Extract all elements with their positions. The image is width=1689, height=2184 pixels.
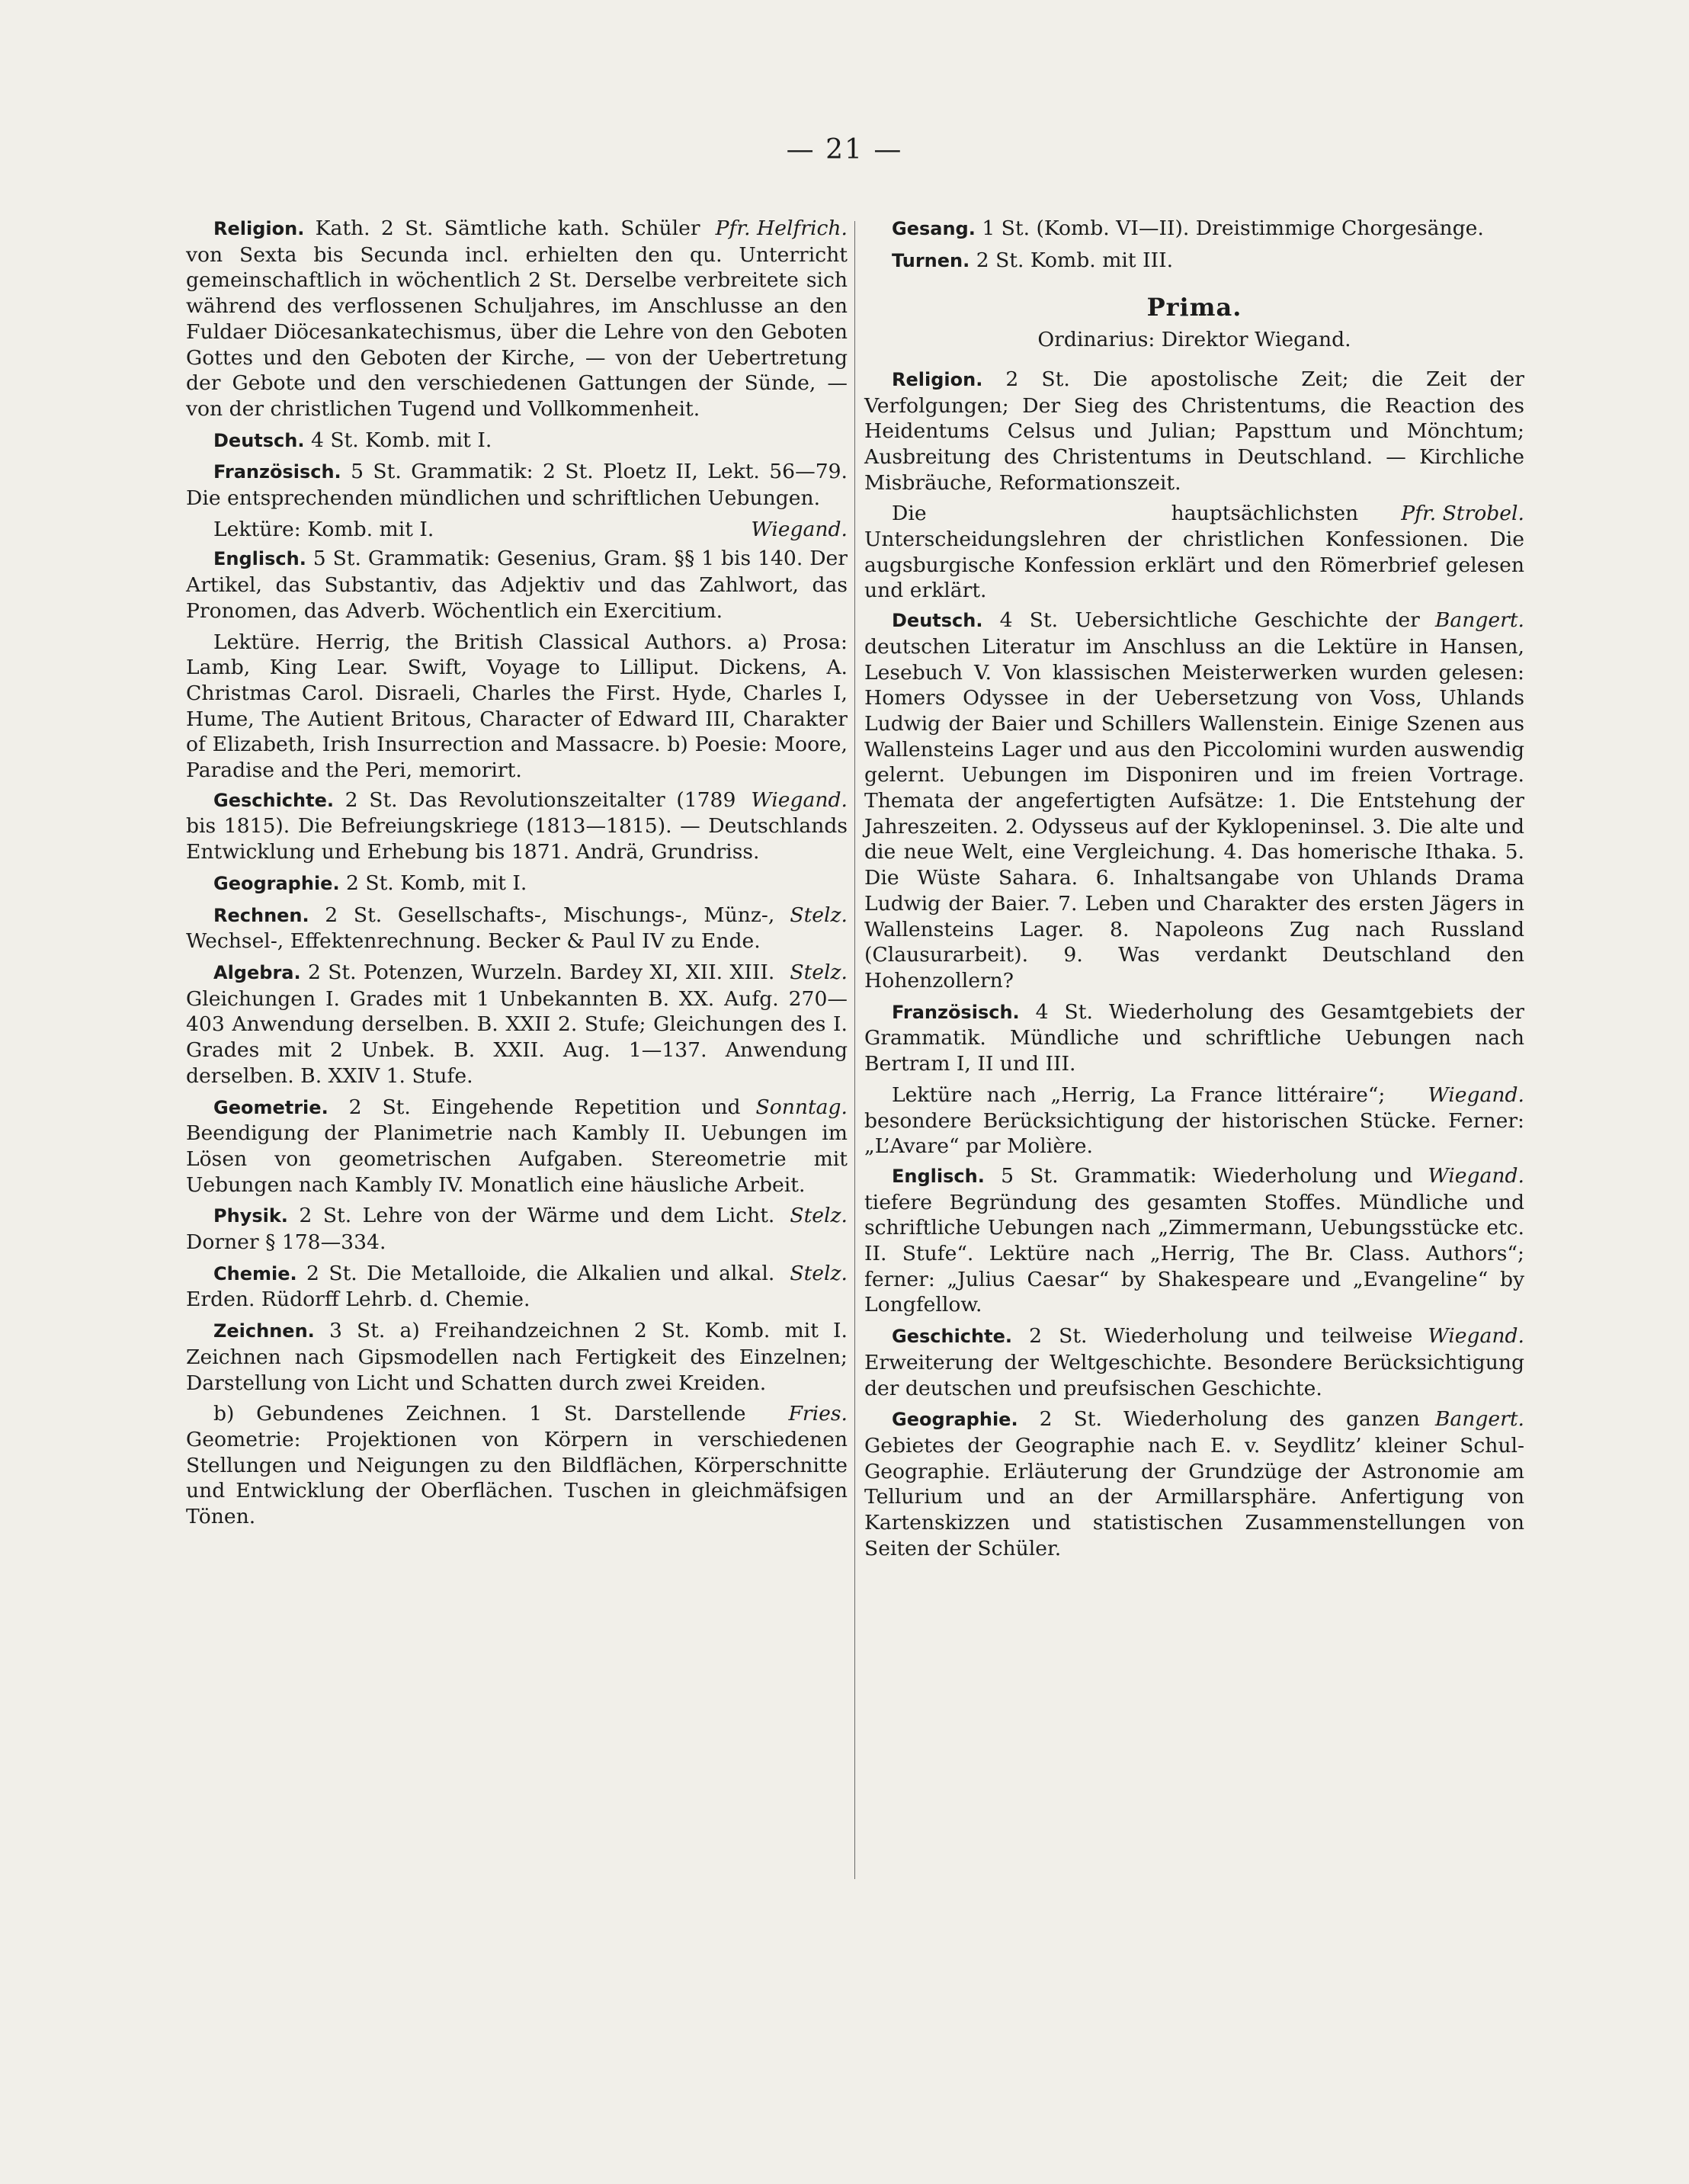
subject-geschichte — [864, 1323, 1524, 1401]
right-column-top — [864, 216, 1524, 274]
subject-französisch — [864, 999, 1524, 1077]
subject-text: Lektüre. Herrig, the British Classical Authors. a) Prosa: Lamb, King Lear. Swift, Voyage to Lilliput. Dickens, A. Christmas Carol. Disraeli, Charles the First. Hyde, Charles I, Hume, The Autient Britous, Character of Edward III, Charakter of Elizabeth, Irish Insurrection and Massacre. b) Poesie: Moore, Paradise and the Peri, memorirt. — [186, 630, 848, 783]
subject-text: Kath. 2 St. Sämtliche kath. Schüler von Sexta bis Secunda incl. erhielten den qu. Unterricht gemeinschaftlich in wöchentlich 2 St. Derselbe verbreitete sich während des verflossenen Schuljahres, im Anschlusse an den Fuldaer Diöcesankatechismus, über die Lehre von den Geboten Gottes und den Geboten der Kirche, — von der Uebertretung der Gebote und den verschiedenen Gattungen der Sünde, — von der christlichen Tugend und Vollkommenheit. — [186, 216, 848, 421]
subject-continuation — [186, 1401, 848, 1530]
subject-text: Lektüre nach „Herrig, La France littéraire“; besondere Berücksichtigung der historischen Stücke. Ferner: „L’Avare“ par Molière. — [864, 1082, 1524, 1159]
subject-englisch — [186, 546, 848, 624]
subject-heading: Religion. — [892, 368, 983, 390]
left-column — [186, 216, 848, 1534]
subject-heading: Französisch. — [892, 1001, 1020, 1023]
teacher-signature: Wiegand. — [751, 787, 848, 812]
subject-algebra — [186, 960, 848, 1089]
subject-französisch — [186, 459, 848, 511]
teacher-signature: Stelz. — [790, 960, 848, 984]
teacher-signature: Wiegand. — [751, 517, 848, 541]
subject-text: 2 St. Komb, mit I. — [346, 871, 527, 895]
right-column — [864, 216, 1524, 1567]
subject-continuation — [186, 517, 848, 543]
right-column-main — [864, 367, 1524, 1562]
subject-heading: Algebra. — [213, 961, 301, 983]
teacher-signature: Sonntag. — [755, 1095, 848, 1119]
subject-text: 2 St. Wiederholung des ganzen Gebietes der Geographie nach E. v. Seydlitz’ kleiner Schul-Geographie. Erläuterung der Grundzüge der Astronomie am Tellurium und an der Armillarsphäre. Anfertigung von Kartenskizzen und statistischen Zusammenstellungen von Seiten der Schüler. — [864, 1407, 1524, 1560]
subject-religion — [186, 216, 848, 422]
subject-continuation — [864, 501, 1524, 604]
teacher-signature: Stelz. — [790, 903, 848, 927]
subject-text: 2 St. Wiederholung und teilweise Erweiterung der Weltgeschichte. Besondere Berücksichtigung der deutschen und preufsischen Geschichte. — [864, 1324, 1524, 1400]
subject-text: 2 St. Lehre von der Wärme und dem Licht. Dorner § 178—334. — [186, 1204, 775, 1255]
subject-heading: Deutsch. — [213, 429, 305, 451]
teacher-signature: Stelz. — [790, 1261, 848, 1285]
subject-heading: Turnen. — [892, 249, 970, 271]
subject-heading: Geometrie. — [213, 1096, 329, 1118]
teacher-signature: Wiegand. — [1428, 1324, 1524, 1349]
subject-text: 2 St. Die Metalloide, die Alkalien und alkal. Erden. Rüdorff Lehrb. d. Chemie. — [186, 1261, 775, 1312]
teacher-signature: Bangert. — [1434, 608, 1524, 633]
subject-heading: Französisch. — [213, 461, 341, 483]
page-number: — 21 — — [786, 134, 903, 165]
subject-text: 4 St. Uebersichtliche Geschichte der deutschen Literatur im Anschluss an die Lektüre in Hansen, Lesebuch V. Von klassischen Meisterwerken wurden gelesen: Homers Odyssee in der Uebersetzung von Voss, Uhlands Ludwig der Baier und Schillers Wallenstein. Einige Szenen aus Wallensteins Lager und aus den Piccolomini wurden auswendig gelernt. Uebungen im Disponiren und im freien Vortrage. Themata der angefertigten Aufsätze: 1. Die Entstehung der Jahreszeiten. 2. Odysseus auf der Kyklopeninsel. 3. Die alte und die neue Welt, eine Vergleichung. 4. Das homerische Ithaka. 5. Die Wüste Sahara. 6. Inhaltsangabe von Uhlands Drama Ludwig der Baier. 7. Leben und Charakter des ersten Jägers in Wallensteins Lager. 8. Napoleons Zug nach Russland (Clausurarbeit). 9. Was verdankt Deutschland den Hohenzollern? — [864, 608, 1524, 993]
teacher-signature: Fries. — [788, 1402, 848, 1426]
subject-deutsch — [186, 428, 848, 454]
section-title-prima: Prima. — [1146, 293, 1242, 322]
subject-turnen — [864, 248, 1524, 274]
ordinarius-line: Ordinarius: Direktor Wiegand. — [1037, 328, 1351, 352]
teacher-signature: Stelz. — [790, 1204, 848, 1228]
subject-heading: Englisch. — [213, 548, 306, 570]
subject-heading: Geographie. — [213, 872, 340, 894]
subject-text: b) Gebundenes Zeichnen. 1 St. Darstellende Geometrie: Projektionen von Körpern in verschiedenen Stellungen und Neigungen zu den Bildflächen, Körperschnitte und Entwicklung der Oberflächen. Tuschen in gleichmäfsigen Tönen. — [186, 1402, 848, 1529]
subject-text: 2 St. Eingehende Repetition und Beendigung der Planimetrie nach Kambly II. Uebungen im Lösen von geometrischen Aufgaben. Stereometrie mit Uebungen nach Kambly IV. Monatlich eine häusliche Arbeit. — [186, 1095, 848, 1197]
subject-text: 1 St. (Komb. VI—II). Dreistimmige Chorgesänge. — [982, 216, 1484, 240]
teacher-signature: Wiegand. — [1428, 1082, 1524, 1107]
subject-geographie — [864, 1406, 1524, 1561]
subject-geometrie — [186, 1095, 848, 1198]
subject-gesang — [864, 216, 1524, 242]
subject-heading: Religion. — [213, 218, 305, 239]
subject-heading: Geschichte. — [892, 1326, 1012, 1348]
subject-text: 2 St. Potenzen, Wurzeln. Bardey XI, XII. XIII. Gleichungen I. Grades mit 1 Unbekannten B. XX. Aufg. 270—403 Anwendung derselben. B. XXII 2. Stufe; Gleichungen des I. Grades mit 2 Unbek. B. XXII. Aug. 1—137. Anwendung derselben. B. XXIV 1. Stufe. — [186, 960, 848, 1088]
subject-continuation — [186, 630, 848, 784]
subject-text: 5 St. Grammatik: Gesenius, Gram. §§ 1 bis 140. Der Artikel, das Substantiv, das Adjektiv und das Zahlwort, das Pronomen, das Adverb. Wöchentlich ein Exercitium. — [186, 547, 848, 623]
subject-heading: Englisch. — [892, 1165, 985, 1187]
subject-rechnen — [186, 903, 848, 954]
column-divider — [854, 221, 855, 1879]
subject-text: 3 St. a) Freihandzeichnen 2 St. Komb. mit I. Zeichnen nach Gipsmodellen nach Fertigkeit des Einzelnen; Darstellung von Licht und Schatten durch zwei Kreiden. — [186, 1319, 848, 1395]
subject-text: 2 St. Die apostolische Zeit; die Zeit der Verfolgungen; Der Sieg des Christentums, die Reaction des Heidentums Celsus und Julian; Papsttum und Mönchtum; Ausbreitung des Christentums in Deutschland. — Kirchliche Misbräuche, Reformationszeit. — [864, 367, 1524, 495]
subject-englisch — [864, 1163, 1524, 1318]
teacher-signature: Bangert. — [1434, 1407, 1524, 1432]
subject-text: Die hauptsächlichsten Unterscheidungslehren der christlichen Konfessionen. Die augsburgische Konfession erklärt und den Römerbrief gelesen und erklärt. — [864, 502, 1524, 603]
subject-heading: Chemie. — [213, 1262, 297, 1284]
subject-text: 4 St. Wiederholung des Gesamtgebiets der Grammatik. Mündliche und schriftliche Uebungen nach Bertram I, II und III. — [864, 999, 1524, 1076]
subject-continuation — [864, 1082, 1524, 1159]
subject-text: 5 St. Grammatik: 2 St. Ploetz II, Lekt. 56—79. Die entsprechenden mündlichen und schriftlichen Uebungen. — [186, 460, 848, 511]
subject-zeichnen — [186, 1318, 848, 1396]
subject-heading: Physik. — [213, 1205, 288, 1227]
subject-chemie — [186, 1261, 848, 1313]
subject-physik — [186, 1203, 848, 1255]
subject-text: 2 St. Das Revolutionszeitalter (1789 bis 1815). Die Befreiungskriege (1813—1815). — Deutschlands Entwicklung und Erhebung bis 1871. Andrä, Grundriss. — [186, 787, 848, 864]
subject-religion — [864, 367, 1524, 496]
subject-text: 4 St. Komb. mit I. — [310, 428, 492, 452]
teacher-signature: Wiegand. — [1428, 1163, 1524, 1188]
teacher-signature: Pfr. Helfrich. — [715, 216, 848, 240]
subject-heading: Gesang. — [892, 218, 976, 239]
subject-geographie — [186, 871, 848, 897]
subject-heading: Geschichte. — [213, 789, 334, 811]
subject-heading: Rechnen. — [213, 904, 309, 926]
subject-text: 5 St. Grammatik: Wiederholung und tiefere Begründung des gesamten Stoffes. Mündliche und schriftliche Uebungen nach „Zimmermann, Uebungsstücke etc. II. Stufe“. Lektüre nach „Herrig, The Br. Class. Authors“; ferner: „Julius Caesar“ by Shakespeare und „Evangeline“ by Longfellow. — [864, 1163, 1524, 1317]
subject-deutsch — [864, 608, 1524, 994]
subject-geschichte — [186, 787, 848, 865]
teacher-signature: Pfr. Strobel. — [1401, 502, 1524, 526]
subject-heading: Geographie. — [892, 1409, 1018, 1431]
subject-text: 2 St. Gesellschafts-, Mischungs-, Münz-, Wechsel-, Effektenrechnung. Becker & Paul IV zu Ende. — [186, 903, 775, 954]
subject-heading: Zeichnen. — [213, 1320, 315, 1342]
subject-text: Lektüre: Komb. mit I. — [213, 517, 434, 541]
subject-heading: Deutsch. — [892, 610, 983, 632]
subject-text: 2 St. Komb. mit III. — [976, 248, 1174, 272]
